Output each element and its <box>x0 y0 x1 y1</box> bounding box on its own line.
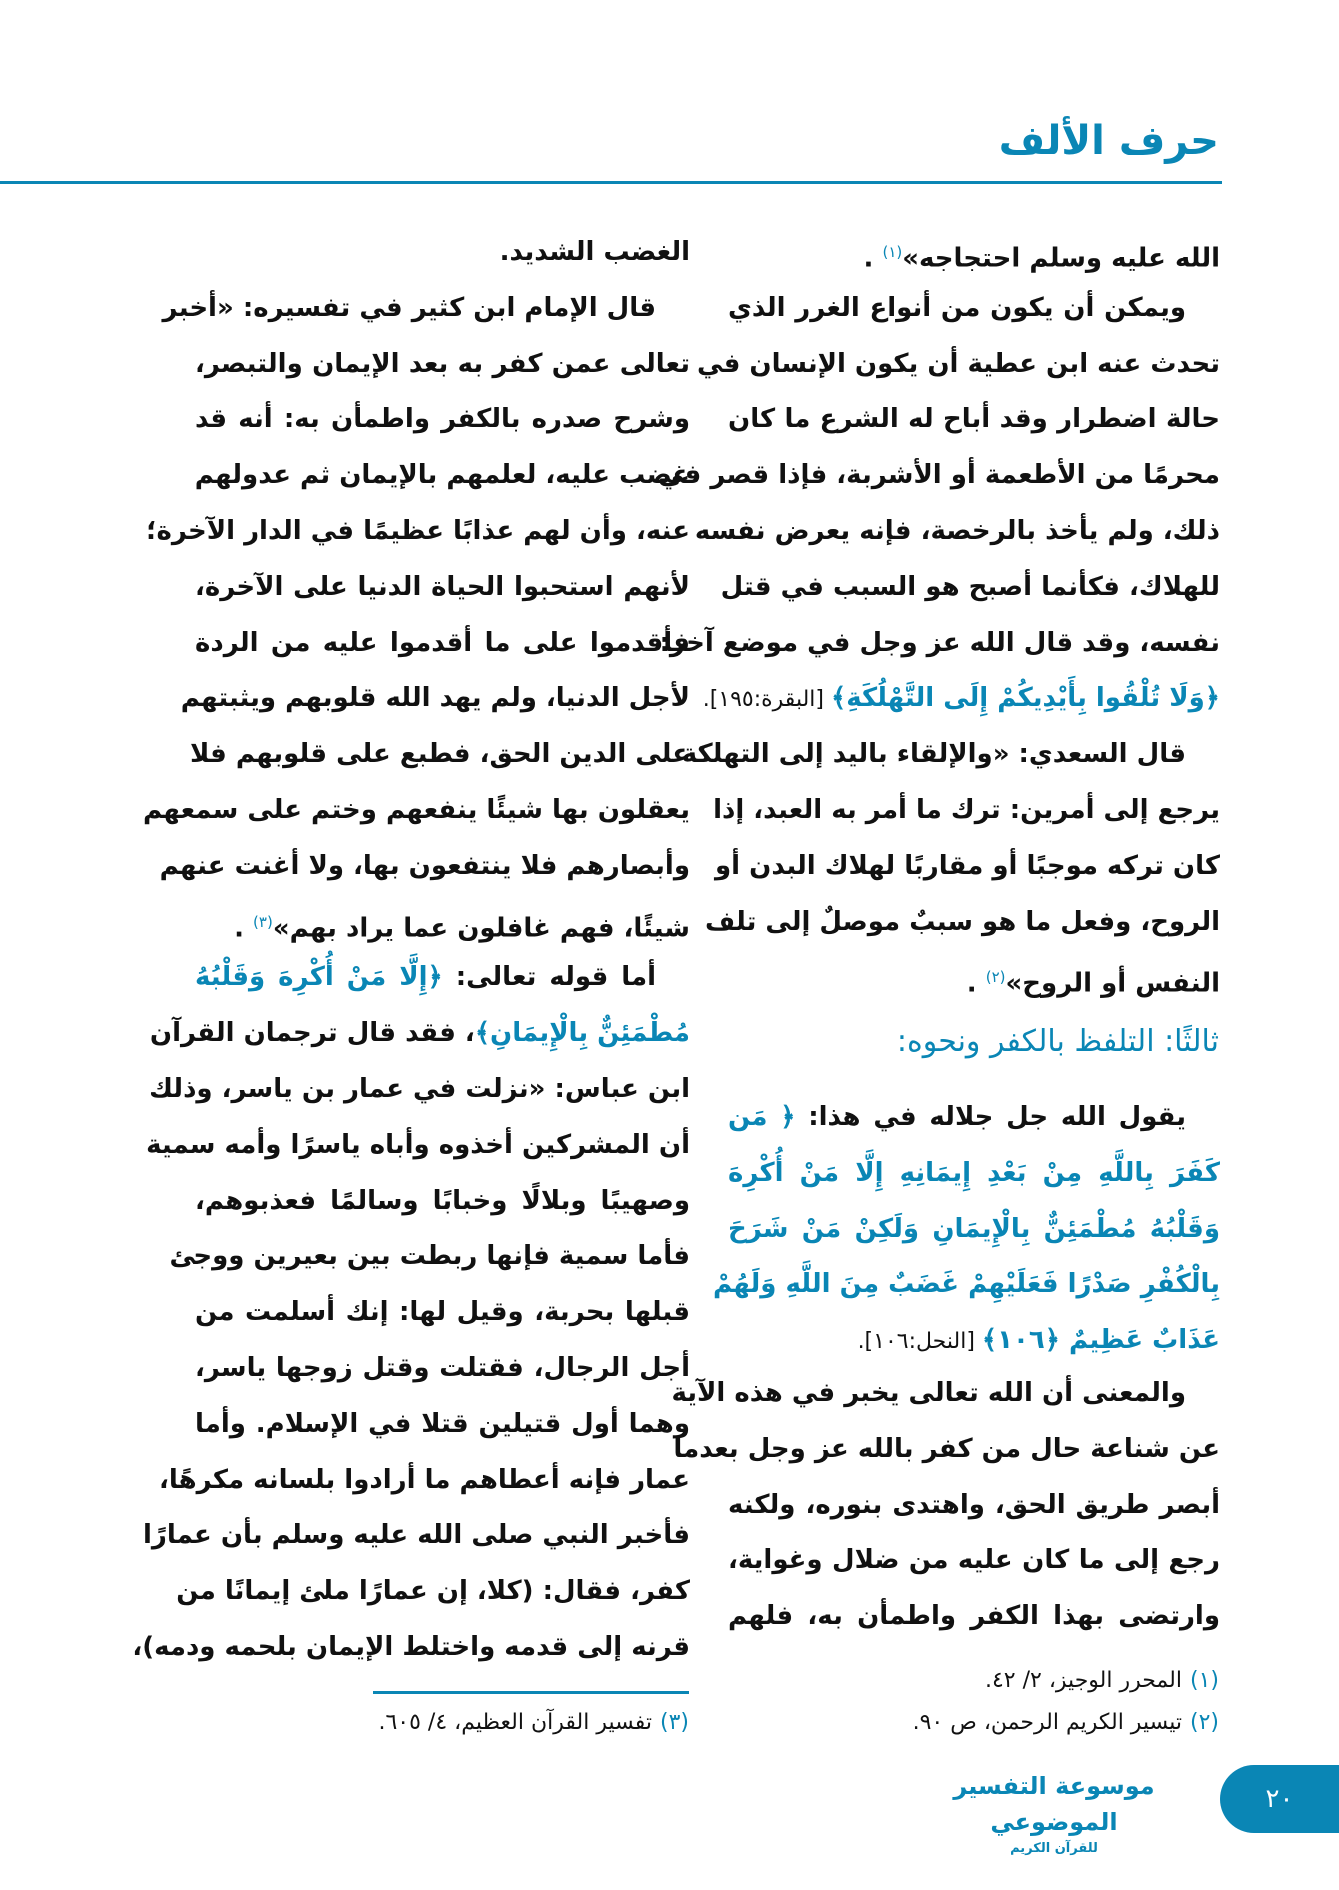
text-line <box>728 1090 1220 1146</box>
footnote-1 <box>985 1664 1219 1698</box>
footnote-number: (٢) <box>1189 1710 1219 1735</box>
text-line <box>712 1257 1220 1313</box>
text-line <box>720 560 1220 616</box>
body-text: رجع إلى ما كان عليه من ضلال وغواية، <box>728 1545 1220 1576</box>
footnote-ref[interactable]: (٢) <box>985 968 1006 987</box>
text-line <box>149 1062 690 1118</box>
text-line <box>728 1202 1220 1258</box>
text-line <box>190 727 690 783</box>
body-text: وأبصارهم فلا ينتفعون بها، ولا أغنت عنهم <box>159 850 690 881</box>
verse-citation: [النحل:١٠٦]. <box>857 1329 982 1355</box>
text-line <box>705 895 1220 951</box>
body-text: تعالى عمن كفر به بعد الإيمان والتبصر، <box>195 348 690 379</box>
quran-verse: ﴿ مَن <box>728 1102 796 1132</box>
body-text: يقول الله جل جلاله في هذا: <box>795 1102 1187 1132</box>
body-text: محرمًا من الأطعمة أو الأشربة، فإذا قصر في <box>657 460 1220 491</box>
body-text: الله عليه وسلم احتجاجه» <box>902 243 1220 274</box>
body-text: وهما أول قتيلين قتلا في الإسلام. وأما <box>195 1408 690 1439</box>
footnote-divider <box>373 1691 689 1694</box>
text-line <box>728 1478 1220 1534</box>
text-line <box>195 1397 690 1453</box>
text-line <box>728 1589 1220 1645</box>
body-text: لأنهم استحبوا الحياة الدنيا على الآخرة، <box>195 571 690 602</box>
text-line <box>195 1341 690 1397</box>
left-column <box>132 225 690 1676</box>
text-line <box>146 1118 690 1174</box>
body-text: شيئًا، فهم غافلون عما يراد بهم» <box>272 913 690 944</box>
text-line <box>162 281 690 337</box>
text-line <box>681 727 1220 783</box>
text-line <box>673 1422 1220 1478</box>
encyclopedia-logo <box>934 1768 1174 1856</box>
body-text: غضب عليه، لعلمهم بالإيمان ثم عدولهم <box>194 460 690 491</box>
text-line <box>195 895 690 951</box>
text-line <box>715 839 1220 895</box>
text-line <box>195 337 690 393</box>
body-text: الروح، وفعل ما هو سببٌ موصلٌ إلى تلف <box>705 906 1220 937</box>
text-line <box>659 616 1220 672</box>
text-line <box>195 1174 690 1230</box>
body-text: . <box>234 913 254 944</box>
text-line <box>657 448 1220 504</box>
text-line <box>702 671 1220 727</box>
body-text: حالة اضطرار وقد أباح له الشرع ما كان <box>728 404 1220 435</box>
body-text: فأما سمية فإنها ربطت بين بعيرين ووجئ <box>169 1241 690 1272</box>
header-divider <box>0 181 1222 184</box>
text-line <box>728 950 1220 1006</box>
body-text: ويمكن أن يكون من أنواع الغرر الذي <box>728 292 1186 323</box>
text-line <box>671 1366 1220 1422</box>
body-text: وارتضى بهذا الكفر واطمأن به، فلهم <box>728 1601 1220 1632</box>
body-text: قرنه إلى قدمه واختلط الإيمان بلحمه ودمه)، <box>132 1631 690 1662</box>
text-line <box>132 1620 690 1676</box>
footnote-number: (١) <box>1189 1668 1219 1693</box>
text-line <box>713 783 1220 839</box>
body-text: وصهيبًا وبلالًا وخبابًا وسالمًا فعذبوهم، <box>195 1185 690 1216</box>
body-text: أجل الرجال، فقتلت وقتل زوجها ياسر، <box>195 1352 690 1383</box>
body-text: النفس أو الروح» <box>1005 969 1220 1000</box>
body-text: فأخبر النبي صلى الله عليه وسلم بأن عمارًا <box>142 1520 690 1551</box>
quran-verse: مُطْمَئِنٌّ بِالْإِيمَانِ﴾ <box>474 1018 690 1049</box>
quran-verse: عَذَابٌ عَظِيمٌ ﴿١٠٦﴾ <box>981 1325 1220 1356</box>
body-text: أبصر طريق الحق، واهتدى بنوره، ولكنه <box>728 1489 1220 1520</box>
text-line <box>176 1564 690 1620</box>
text-line <box>143 783 690 839</box>
logo-title: موسوعة التفسير الموضوعي <box>953 1772 1155 1836</box>
quran-verse: ﴿إِلَّا مَنْ أُكْرِهَ وَقَلْبُهُ <box>195 962 443 993</box>
text-line <box>728 1533 1220 1589</box>
body-text: عنه، وأن لهم عذابًا عظيمًا في الدار الآخرة؛ <box>146 515 690 546</box>
body-text: (كلا، إن عمارًا ملئ إيمانًا من <box>176 1576 534 1607</box>
verse-citation: [البقرة:١٩٥]. <box>702 687 831 713</box>
body-text: وشرح صدره بالكفر واطمأن به: أنه قد <box>195 404 690 435</box>
text-line <box>195 560 690 616</box>
text-line <box>195 616 690 672</box>
quran-verse: كَفَرَ بِاللَّهِ مِنْ بَعْدِ إِيمَانِهِ إِلَّا مَنْ أُكْرِهَ <box>728 1157 1220 1188</box>
body-text: يرجع إلى أمرين: ترك ما أمر به العبد، إذا <box>713 794 1220 825</box>
footnote-ref[interactable]: (١) <box>882 243 903 261</box>
text-line <box>195 225 690 281</box>
body-text: فأقدموا على ما أقدموا عليه من الردة <box>195 627 690 658</box>
body-text: . <box>966 969 986 1000</box>
text-line <box>195 392 690 448</box>
footnote-text: المحرر الوجيز، ٢/ ٤٢. <box>984 1668 1182 1693</box>
body-text: لأجل الدنيا، ولم يهد الله قلوبهم ويثبتهم <box>180 683 690 714</box>
body-text: قال الإمام ابن كثير في تفسيره: «أخبر <box>162 292 656 323</box>
text-line <box>159 1453 690 1509</box>
body-text: أما قوله تعالى: <box>442 962 656 993</box>
text-line <box>149 1006 690 1062</box>
text-line <box>195 950 690 1006</box>
logo-subtitle: للقرآن الكريم <box>1010 1841 1098 1856</box>
body-text: الغضب الشديد. <box>499 237 690 267</box>
text-line <box>697 337 1220 393</box>
text-line <box>146 504 690 560</box>
body-text: عمار فإنه أعطاهم ما أرادوا بلسانه مكرهًا، <box>159 1464 690 1495</box>
text-line <box>195 1285 690 1341</box>
footnote-ref[interactable]: (٣) <box>253 912 273 931</box>
body-text: كفر، فقال: <box>533 1576 690 1607</box>
footnote-text: تيسير الكريم الرحمن، ص ٩٠. <box>912 1710 1182 1735</box>
text-line <box>728 1313 1220 1369</box>
body-text: كان تركه موجبًا أو مقاربًا لهلاك البدن أو <box>715 850 1220 881</box>
text-line <box>159 839 690 895</box>
body-text: . <box>863 243 883 274</box>
footnote-3 <box>378 1706 689 1740</box>
right-column-block-1 <box>657 225 1220 1006</box>
text-line <box>195 448 690 504</box>
body-text: تحدث عنه ابن عطية أن يكون الإنسان في <box>697 348 1220 379</box>
footnote-text: تفسير القرآن العظيم، ٤/ ٦٠٥. <box>378 1710 652 1735</box>
body-text: نفسه، وقد قال الله عز وجل في موضع آخر: <box>659 627 1220 658</box>
body-text: يعقلون بها شيئًا ينفعهم وختم على سمعهم <box>143 794 690 825</box>
right-column-block-3 <box>671 1366 1220 1645</box>
text-line <box>728 281 1220 337</box>
body-text: قبلها بحربة، وقيل لها: إنك أسلمت من <box>195 1297 690 1328</box>
text-line <box>142 1508 690 1564</box>
body-text: عن شناعة حال من كفر بالله عز وجل بعدما <box>673 1433 1220 1464</box>
body-text: ابن عباس: «نزلت في عمار بن ياسر، وذلك <box>149 1073 690 1104</box>
body-text: للهلاك، فكأنما أصبح هو السبب في قتل <box>720 571 1220 602</box>
footnote-2 <box>913 1706 1219 1740</box>
text-line <box>728 225 1220 281</box>
right-column-block-2 <box>712 1090 1220 1369</box>
text-line <box>694 504 1220 560</box>
section-heading: ثالثًا: التلفظ بالكفر ونحوه: <box>896 1024 1219 1059</box>
text-line <box>728 1146 1220 1202</box>
body-text: ، فقد قال ترجمان القرآن <box>149 1018 475 1049</box>
footnote-number: (٣) <box>659 1710 689 1735</box>
quran-verse: وَقَلْبُهُ مُطْمَئِنٌّ بِالْإِيمَانِ وَلَكِنْ مَنْ شَرَحَ <box>728 1213 1220 1244</box>
chapter-title: حرف الألف <box>998 118 1219 164</box>
quran-verse: ﴿وَلَا تُلْقُوا بِأَيْدِيكُمْ إِلَى التَّهْلُكَةِ﴾ <box>830 683 1220 714</box>
text-line <box>169 1229 690 1285</box>
body-text: أن المشركين أخذوه وأباه ياسرًا وأمه سمية <box>146 1129 690 1160</box>
quran-verse: بِالْكُفْرِ صَدْرًا فَعَلَيْهِمْ غَضَبٌ مِنَ اللَّهِ وَلَهُمْ <box>712 1269 1220 1300</box>
page-number: ٢٠ <box>1220 1765 1339 1833</box>
text-line <box>728 392 1220 448</box>
body-text: ذلك، ولم يأخذ بالرخصة، فإنه يعرض نفسه <box>694 515 1220 546</box>
text-line <box>180 671 690 727</box>
body-text: والمعنى أن الله تعالى يخبر في هذه الآية <box>671 1378 1186 1408</box>
body-text: قال السعدي: «والإلقاء باليد إلى التهلكة <box>681 739 1186 770</box>
body-text: على الدين الحق، فطبع على قلوبهم فلا <box>190 739 690 770</box>
